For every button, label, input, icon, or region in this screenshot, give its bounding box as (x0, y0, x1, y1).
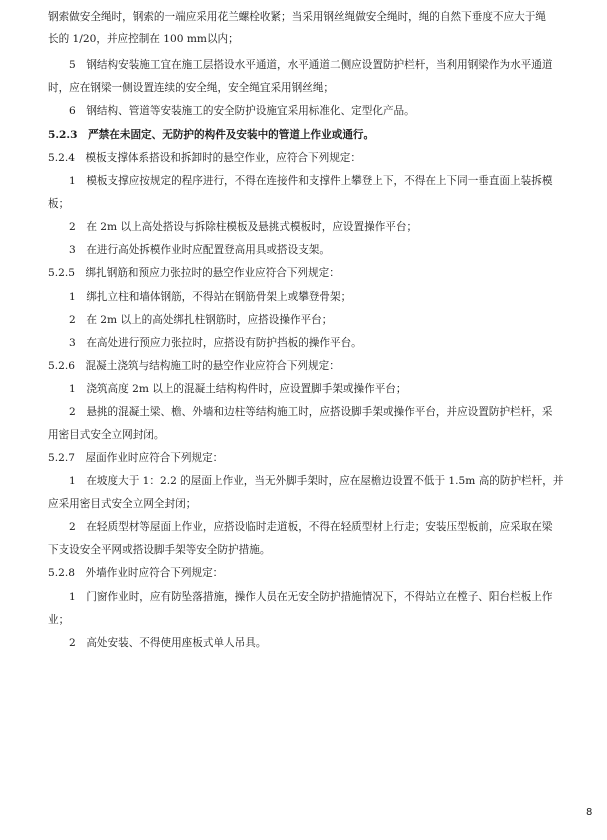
text-line: 5.2.3 严禁在未固定、无防护的构件及安装中的管道上作业或通行。 (48, 129, 375, 141)
text-line: 5.2.7 屋面作业时应符合下列规定： (48, 452, 224, 464)
page-number: 8 (586, 807, 593, 818)
text-line: 1 浇筑高度 2m 以上的混凝土结构构件时，应设置脚手架或操作平台； (69, 383, 407, 395)
text-line: 应采用密目式安全立网全封闭； (48, 498, 197, 510)
text-line: 下支设安全平网或搭设脚手架等安全防护措施。 (48, 544, 271, 556)
text-line: 2 在 2m 以上高处搭设与拆除柱模板及悬挑式模板时，应设置操作平台； (69, 221, 418, 233)
text-line: 钢索做安全绳时，钢索的一端应采用花兰螺栓收紧；当采用钢丝绳做安全绳时，绳的自然下垂度不应大于绳 (48, 11, 546, 23)
text-line: 2 在轻质型材等屋面上作业，应搭设临时走道板，不得在轻质型材上行走；安装压型板前，应采取在梁 (69, 521, 553, 533)
text-line: 5 钢结构安装施工宜在施工层搭设水平通道，水平通道二侧应设置防护栏杆，当利用钢梁作为水平通道 (69, 59, 553, 71)
text-line: 6 钢结构、管道等安装施工的安全防护设施宜采用标准化、定型化产品。 (69, 105, 415, 117)
text-line: 2 在 2m 以上的高处绑扎柱钢筋时，应搭设操作平台； (69, 314, 333, 326)
text-line: 5.2.6 混凝土浇筑与结构施工时的悬空作业应符合下列规定： (48, 360, 340, 372)
text-line: 时，应在钢梁一侧设置连续的安全绳，安全绳宜采用钢丝绳； (48, 82, 335, 94)
text-line: 5.2.5 绑扎钢筋和预应力张拉时的悬空作业应符合下列规定： (48, 267, 340, 279)
text-line: 5.2.4 模板支撑体系搭设和拆卸时的悬空作业，应符合下列规定： (48, 152, 361, 164)
text-line: 1 门窗作业时，应有防坠落措施，操作人员在无安全防护措施情况下，不得站立在樘子、阳台栏板上作 (69, 591, 553, 603)
text-line: 1 在坡度大于 1：2.2 的屋面上作业，当无外脚手架时，应在屋檐边设置不低于 1.5m 高的防护栏杆，并 (69, 475, 564, 487)
text-line: 3 在高处进行预应力张拉时，应搭设有防护挡板的操作平台。 (69, 337, 362, 349)
text-line: 1 绑扎立柱和墙体钢筋，不得站在钢筋骨架上或攀登骨架； (69, 291, 352, 303)
text-line: 长的 1/20，并应控制在 100 mm以内； (48, 33, 239, 45)
text-line: 2 高处安装、不得使用座板式单人吊具。 (69, 637, 267, 649)
text-line: 1 模板支撑应按规定的程序进行，不得在连接件和支撑件上攀登上下，不得在上下同一垂直面上装拆模 (69, 175, 553, 187)
text-line: 5.2.8 外墙作业时应符合下列规定： (48, 567, 224, 579)
text-line: 业； (48, 614, 70, 626)
text-line: 板； (48, 198, 70, 210)
text-line: 用密目式安全立网封闭。 (48, 429, 165, 441)
text-line: 2 悬挑的混凝土梁、檐、外墙和边柱等结构施工时，应搭设脚手架或操作平台，并应设置防护栏杆，采 (69, 406, 553, 418)
text-line: 3 在进行高处拆模作业时应配置登高用具或搭设支架。 (69, 244, 330, 256)
